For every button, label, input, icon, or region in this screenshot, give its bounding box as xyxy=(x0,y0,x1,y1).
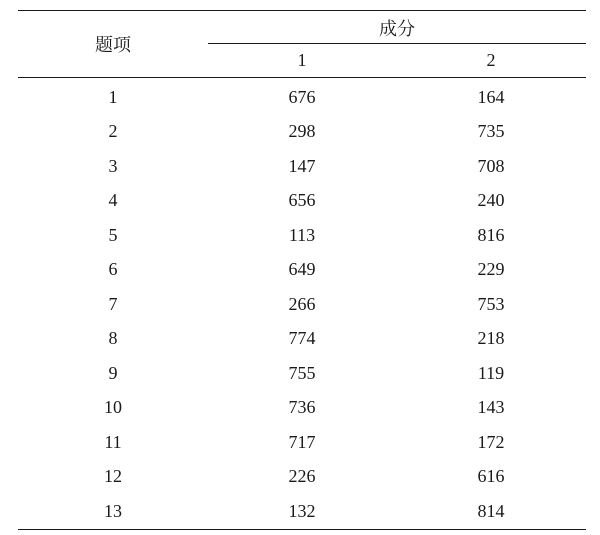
item-cell: 1 xyxy=(108,86,118,107)
component-2-cell: 119 xyxy=(477,362,505,383)
table-row xyxy=(18,356,586,391)
component-1-cell: 113 xyxy=(288,224,316,245)
component-1-cell: 717 xyxy=(288,431,316,452)
component-1-cell: 649 xyxy=(288,259,316,280)
component-2-cell: 143 xyxy=(477,397,505,418)
component-1-cell: 736 xyxy=(288,397,316,418)
item-cell: 12 xyxy=(104,466,122,487)
component-2-cell: 816 xyxy=(477,224,505,245)
component-matrix-table-wrapper xyxy=(18,10,586,530)
item-cell: 2 xyxy=(108,121,118,142)
component-1-cell: 298 xyxy=(288,121,316,142)
item-cell: 10 xyxy=(104,397,122,418)
component-group-header xyxy=(208,11,586,45)
table-row xyxy=(18,287,586,322)
component-2-cell: 753 xyxy=(477,293,505,314)
component-1-cell: 266 xyxy=(288,293,316,314)
component-group-label: 成分 xyxy=(379,18,415,39)
component-1-header: 1 xyxy=(208,44,396,78)
table-row xyxy=(18,460,586,495)
table-row xyxy=(18,391,586,426)
component-2-cell: 735 xyxy=(477,121,505,142)
table-row xyxy=(18,494,586,529)
table-row xyxy=(18,78,586,115)
item-cell: 5 xyxy=(108,224,118,245)
item-cell: 4 xyxy=(108,190,118,211)
component-2-cell: 708 xyxy=(477,155,505,176)
component-2-header: 2 xyxy=(396,44,586,78)
item-cell: 9 xyxy=(108,362,118,383)
component-2-cell: 240 xyxy=(477,190,505,211)
component-2-cell: 814 xyxy=(477,500,505,521)
group-underline xyxy=(208,43,586,44)
component-2-cell: 218 xyxy=(477,328,505,349)
component-1-cell: 656 xyxy=(288,190,316,211)
component-1-cell: 132 xyxy=(288,500,316,521)
item-header: 题项 xyxy=(18,11,208,78)
component-1-cell: 147 xyxy=(288,155,316,176)
table-row xyxy=(18,184,586,219)
item-cell: 13 xyxy=(104,500,122,521)
table-row xyxy=(18,425,586,460)
item-cell: 11 xyxy=(104,431,122,452)
component-2-cell: 616 xyxy=(477,466,505,487)
table-row xyxy=(18,218,586,253)
component-2-cell: 172 xyxy=(477,431,505,452)
component-1-cell: 226 xyxy=(288,466,316,487)
table-row xyxy=(18,322,586,357)
component-1-cell: 774 xyxy=(288,328,316,349)
component-1-cell: 676 xyxy=(288,86,316,107)
component-2-cell: 164 xyxy=(477,86,505,107)
table-row xyxy=(18,115,586,150)
item-cell: 7 xyxy=(108,293,118,314)
component-1-cell: 755 xyxy=(288,362,316,383)
table-body xyxy=(18,78,586,530)
table-row xyxy=(18,149,586,184)
item-cell: 3 xyxy=(108,155,118,176)
item-cell: 8 xyxy=(108,328,118,349)
component-2-cell: 229 xyxy=(477,259,505,280)
item-cell: 6 xyxy=(108,259,118,280)
component-matrix-table xyxy=(18,10,586,530)
table-row xyxy=(18,253,586,288)
